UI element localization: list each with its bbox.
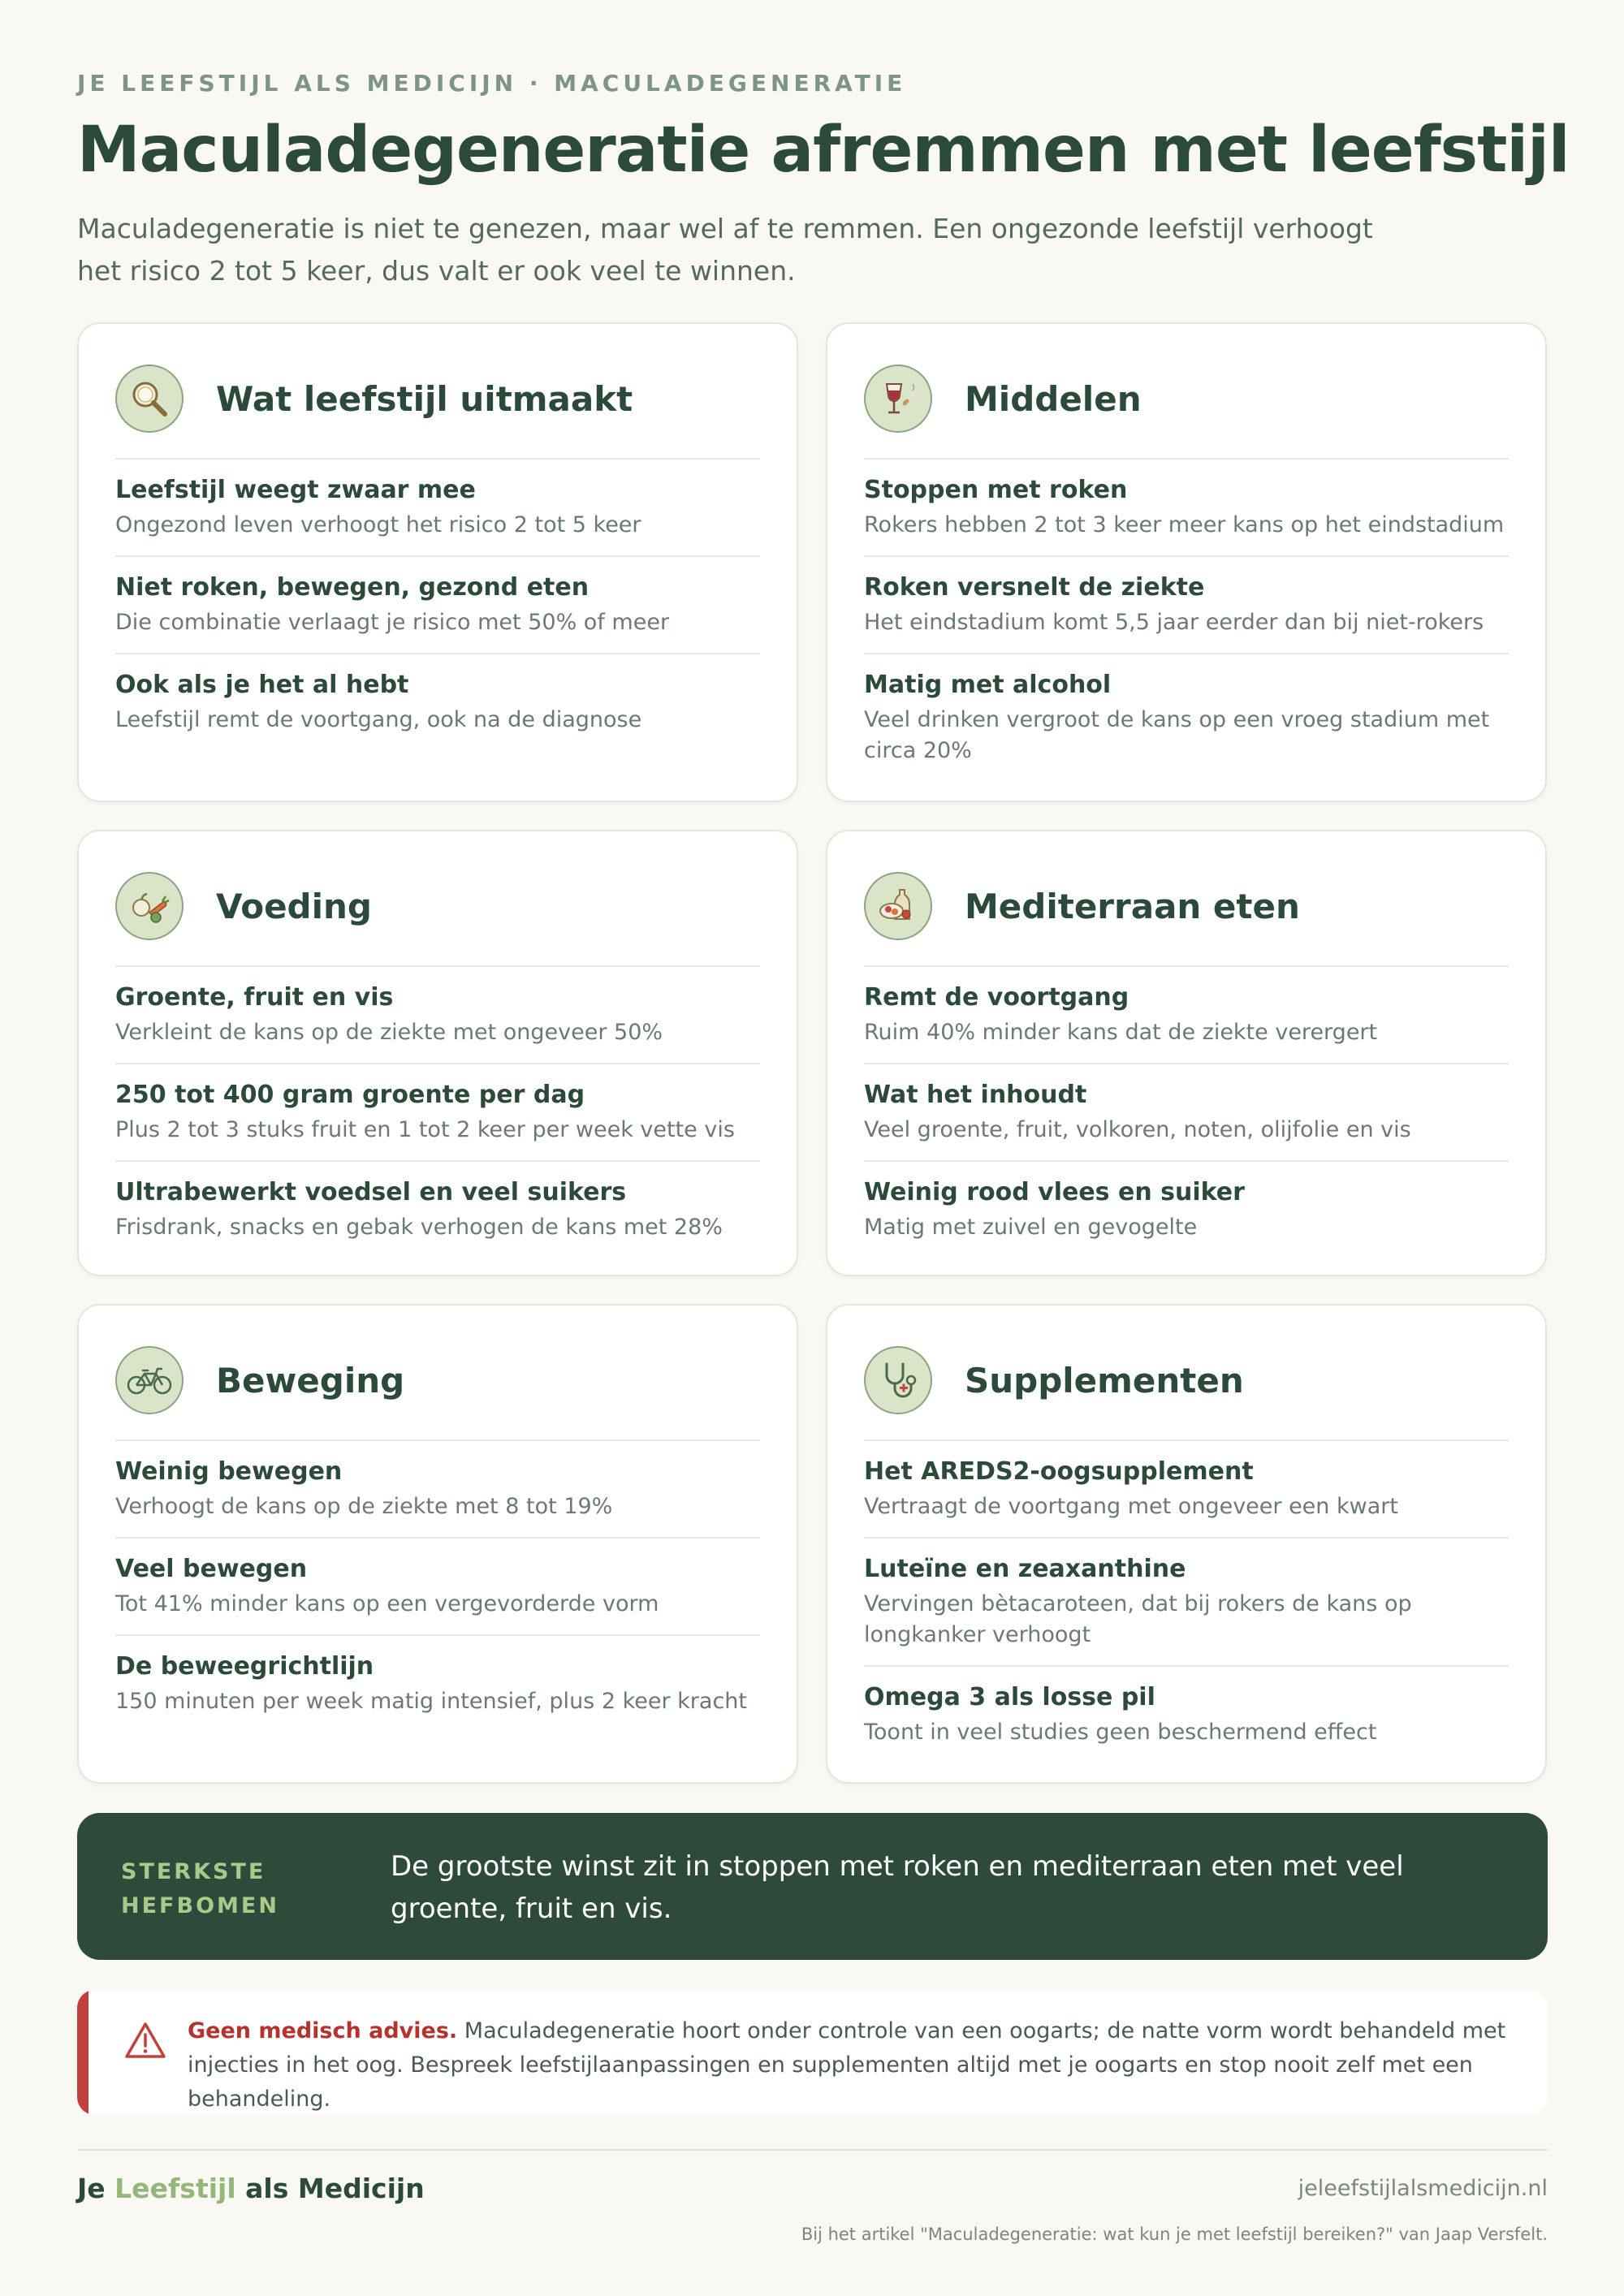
card-beweging: [77, 1304, 798, 1784]
card-title: Supplementen: [965, 1360, 1244, 1400]
warning-triangle-icon: [124, 2021, 166, 2063]
item-text: Veel groente, fruit, volkoren, noten, olijfolie en vis: [864, 1117, 1411, 1142]
brand-post: als Medicijn: [235, 2173, 425, 2204]
list-item: [115, 1160, 760, 1258]
item-text: Frisdrank, snacks en gebak verhogen de kans met 28%: [115, 1215, 723, 1240]
item-title: De beweegrichtlijn: [115, 1652, 374, 1681]
list-item: [864, 555, 1509, 653]
brand-pre: Je: [77, 2173, 115, 2204]
item-title: Het AREDS2-oogsupplement: [864, 1457, 1254, 1486]
item-title: Luteïne en zeaxanthine: [864, 1555, 1186, 1583]
vegetables-icon: [115, 872, 184, 940]
item-text: Veel drinken vergroot de kans op een vroeg stadium met circa 20%: [864, 707, 1490, 763]
mediterranean-food-icon: [864, 872, 932, 940]
brand-logo: [77, 2173, 425, 2204]
item-text: Leefstijl remt de voortgang, ook na de diagnose: [115, 707, 642, 732]
item-title: Matig met alcohol: [864, 671, 1112, 699]
card-voeding: [77, 830, 798, 1276]
list-item: [115, 1634, 760, 1732]
wine-cigarette-icon: [864, 365, 932, 433]
list-item: [864, 1665, 1509, 1763]
medical-disclaimer: [77, 1990, 1548, 2115]
list-item: [864, 1160, 1509, 1258]
item-title: Wat het inhoudt: [864, 1081, 1087, 1109]
card-middelen: [826, 322, 1547, 802]
eyebrow: JE LEEFSTIJL ALS MEDICIJN · MACULADEGENERATIE: [77, 70, 907, 97]
item-title: Omega 3 als losse pil: [864, 1683, 1155, 1711]
disclaimer-strong: Geen medisch advies.: [188, 2018, 458, 2044]
site-url: jeleefstijlalsmedicijn.nl: [1298, 2176, 1548, 2201]
list-item: [864, 458, 1509, 555]
card-mediterraan-eten: [826, 830, 1547, 1276]
list-item: [864, 1439, 1509, 1537]
item-text: Verkleint de kans op de ziekte met ongeveer 50%: [115, 1020, 663, 1045]
item-title: Ultrabewerkt voedsel en veel suikers: [115, 1178, 627, 1206]
item-text: Rokers hebben 2 tot 3 keer meer kans op het eindstadium: [864, 512, 1505, 537]
item-text: Plus 2 tot 3 stuks fruit en 1 tot 2 keer per week vette vis: [115, 1117, 735, 1142]
list-item: [115, 555, 760, 653]
magnifier-icon: [115, 365, 184, 433]
banner-label: STERKSTE HEFBOMEN: [121, 1859, 279, 1918]
list-item: [115, 458, 760, 555]
list-item: [864, 653, 1509, 781]
card-wat-leefstijl-uitmaakt: [77, 322, 798, 802]
intro-text: Maculadegeneratie is niet te genezen, maar wel af te remmen. Een ongezonde leefstijl verhoogt het risico 2 tot 5 keer, dus valt er ook veel te winnen.: [77, 213, 1373, 287]
item-title: Weinig rood vlees en suiker: [864, 1178, 1245, 1206]
item-title: 250 tot 400 gram groente per dag: [115, 1081, 585, 1109]
item-title: Remt de voortgang: [864, 983, 1129, 1012]
banner-text: De grootste winst zit in stoppen met roken en mediterraan eten met veel groente, fruit en vis.: [391, 1850, 1404, 1925]
card-title: Mediterraan eten: [965, 886, 1300, 926]
item-text: Ruim 40% minder kans dat de ziekte verergert: [864, 1020, 1378, 1045]
card-title: Wat leefstijl uitmaakt: [216, 378, 633, 419]
list-item: [864, 1537, 1509, 1665]
page-title: Maculadegeneratie afremmen met leefstijl: [77, 114, 1570, 187]
list-item: [115, 1439, 760, 1537]
article-credit: Bij het artikel "Maculadegeneratie: wat kun je met leefstijl bereiken?" van Jaap Versfelt.: [801, 2225, 1548, 2244]
bicycle-icon: [115, 1346, 184, 1414]
key-levers-banner: [77, 1813, 1548, 1960]
item-title: Stoppen met roken: [864, 476, 1128, 504]
item-text: 150 minuten per week matig intensief, plus 2 keer kracht: [115, 1689, 747, 1714]
item-text: Vertraagt de voortgang met ongeveer een kwart: [864, 1494, 1398, 1519]
card-title: Middelen: [965, 378, 1142, 419]
item-text: Vervingen bètacaroteen, dat bij rokers de kans op longkanker verhoogt: [864, 1591, 1412, 1647]
disclaimer-text: [188, 2014, 1519, 2115]
list-item: [864, 965, 1509, 1063]
list-item: [864, 1063, 1509, 1160]
item-text: Verhoogt de kans op de ziekte met 8 tot 19%: [115, 1494, 613, 1519]
card-title: Beweging: [216, 1360, 405, 1400]
item-title: Roken versnelt de ziekte: [864, 573, 1205, 602]
warning-accent-bar: [77, 1990, 89, 2115]
item-title: Veel bewegen: [115, 1555, 308, 1583]
item-text: Tot 41% minder kans op een vergevorderde vorm: [115, 1591, 659, 1616]
item-title: Weinig bewegen: [115, 1457, 343, 1486]
footer-divider: [77, 2149, 1548, 2151]
list-item: [115, 1537, 760, 1634]
stethoscope-icon: [864, 1346, 932, 1414]
card-title: Voeding: [216, 886, 372, 926]
item-title: Groente, fruit en vis: [115, 983, 394, 1012]
disclaimer-body: Maculadegeneratie hoort onder controle van een oogarts; de natte vorm wordt behandeld met injecties in het oog. Bespreek leefstijlaanpassingen en supplementen altijd met je oogarts en stop nooit zelf met een behandeling.: [188, 2018, 1506, 2112]
item-text: Het eindstadium komt 5,5 jaar eerder dan bij niet-rokers: [864, 610, 1484, 635]
item-title: Leefstijl weegt zwaar mee: [115, 476, 476, 504]
item-text: Toont in veel studies geen beschermend effect: [864, 1720, 1377, 1745]
list-item: [115, 653, 760, 750]
item-text: Die combinatie verlaagt je risico met 50% of meer: [115, 610, 670, 635]
brand-accent: Leefstijl: [114, 2173, 236, 2204]
item-text: Matig met zuivel en gevogelte: [864, 1215, 1198, 1240]
list-item: [115, 1063, 760, 1160]
item-title: Niet roken, bewegen, gezond eten: [115, 573, 590, 602]
item-title: Ook als je het al hebt: [115, 671, 409, 699]
list-item: [115, 965, 760, 1063]
card-supplementen: [826, 1304, 1547, 1784]
item-text: Ongezond leven verhoogt het risico 2 tot 5 keer: [115, 512, 641, 537]
